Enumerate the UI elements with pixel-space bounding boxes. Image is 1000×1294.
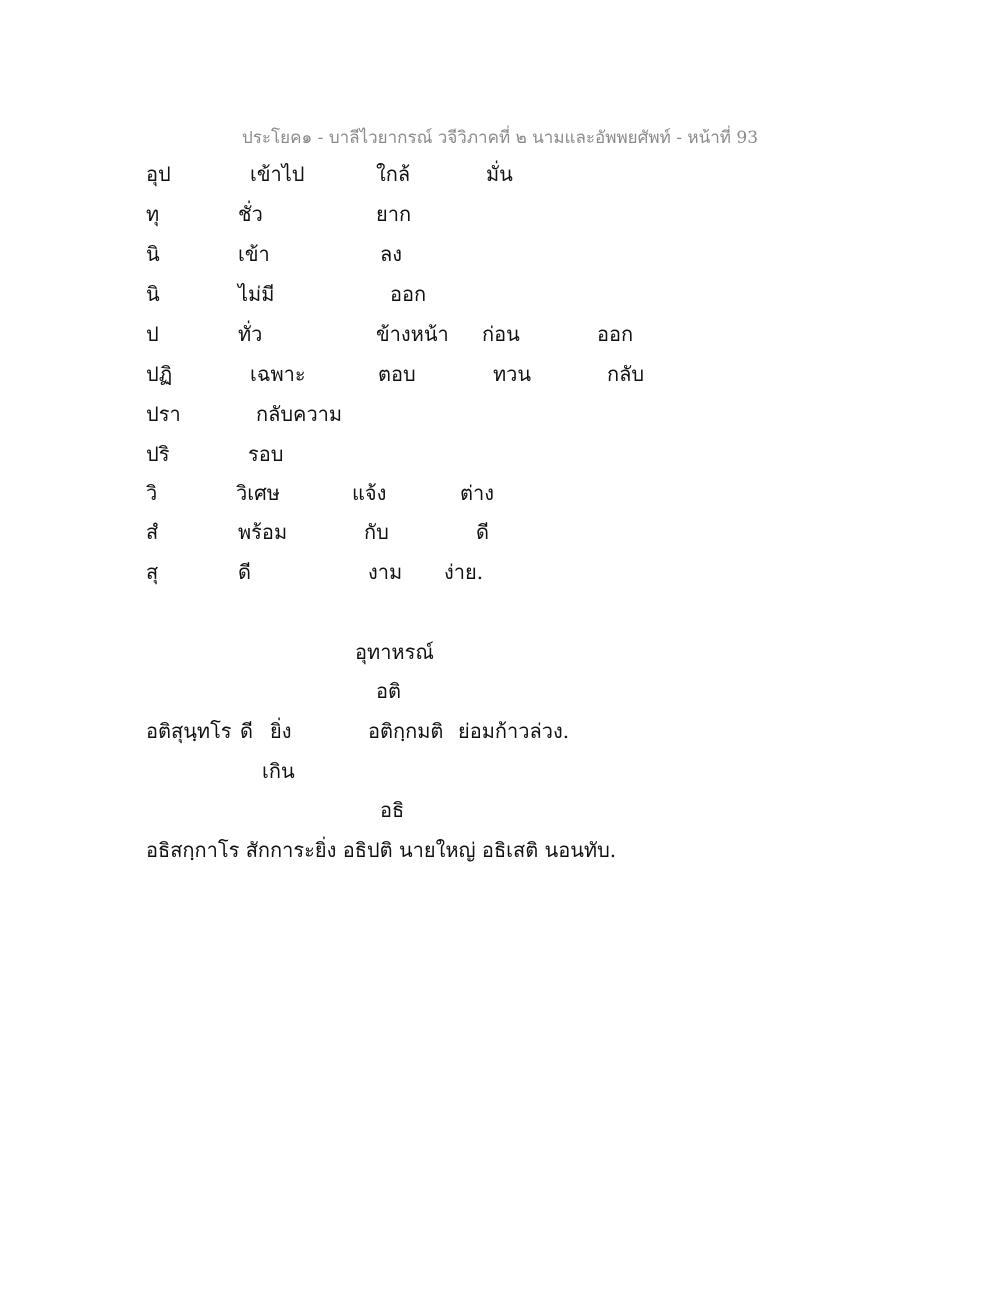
meaning: ข้างหน้า	[376, 322, 449, 346]
prefix: สํ	[146, 520, 159, 544]
page-header: ประโยค๑ - บาลีไวยากรณ์ วจีวิภาคที่ ๒ นามและอัพพยศัพท์ - หน้าที่ 93	[241, 128, 759, 148]
prefix: อุป	[146, 162, 171, 186]
example-word: อติกฺกมติ	[368, 719, 444, 743]
meaning: ดี	[238, 560, 251, 584]
prefix: ปฏิ	[146, 362, 173, 386]
example-meaning: ยิ่ง	[270, 719, 292, 743]
meaning: ยาก	[376, 202, 412, 226]
meaning: ต่าง	[460, 481, 494, 505]
meaning: กลับความ	[256, 402, 343, 426]
example-line-adhi: อธิสกฺกาโร สักการะยิ่ง อธิปติ นายใหญ่ อธิเสติ นอนทับ.	[146, 838, 617, 862]
prefix: ป	[146, 322, 159, 346]
prefix: ปรา	[146, 402, 181, 426]
meaning: ตอบ	[378, 362, 416, 386]
meaning: ชั่ว	[238, 202, 263, 226]
prefix: วิ	[146, 481, 158, 505]
meaning: กลับ	[607, 362, 645, 386]
prefix: นิ	[146, 242, 160, 266]
meaning: เข้าไป	[250, 162, 305, 186]
prefix: สุ	[146, 560, 159, 584]
example-meaning: เกิน	[262, 759, 295, 783]
meaning: ออก	[390, 282, 427, 306]
prefix: ทุ	[146, 202, 160, 226]
meaning: ดี	[476, 520, 489, 544]
meaning: ง่าย.	[444, 560, 484, 584]
meaning: ลง	[380, 242, 403, 266]
meaning: งาม	[368, 560, 403, 584]
meaning: พร้อม	[238, 520, 288, 544]
example-title-adhi: อธิ	[380, 798, 405, 822]
prefix: ปริ	[146, 442, 170, 466]
examples-heading: อุทาหรณ์	[355, 640, 434, 664]
meaning: แจ้ง	[352, 481, 387, 505]
meaning: ทวน	[493, 362, 532, 386]
meaning: ทั่ว	[238, 322, 263, 346]
meaning: เฉพาะ	[250, 362, 306, 386]
example-meaning: ดี	[240, 719, 253, 743]
meaning: เข้า	[238, 242, 270, 266]
meaning: กับ	[364, 520, 389, 544]
meaning: ออก	[597, 322, 634, 346]
example-title-ati: อติ	[376, 679, 401, 703]
meaning: วิเศษ	[236, 481, 280, 505]
example-meaning: ย่อมก้าวล่วง.	[458, 719, 570, 743]
meaning: รอบ	[248, 442, 284, 466]
meaning: ก่อน	[482, 322, 520, 346]
prefix: นิ	[146, 282, 160, 306]
meaning: ใกล้	[376, 162, 411, 186]
meaning: มั่น	[486, 162, 513, 186]
example-word: อติสุนฺทโร	[146, 719, 232, 743]
meaning: ไม่มี	[238, 282, 275, 306]
